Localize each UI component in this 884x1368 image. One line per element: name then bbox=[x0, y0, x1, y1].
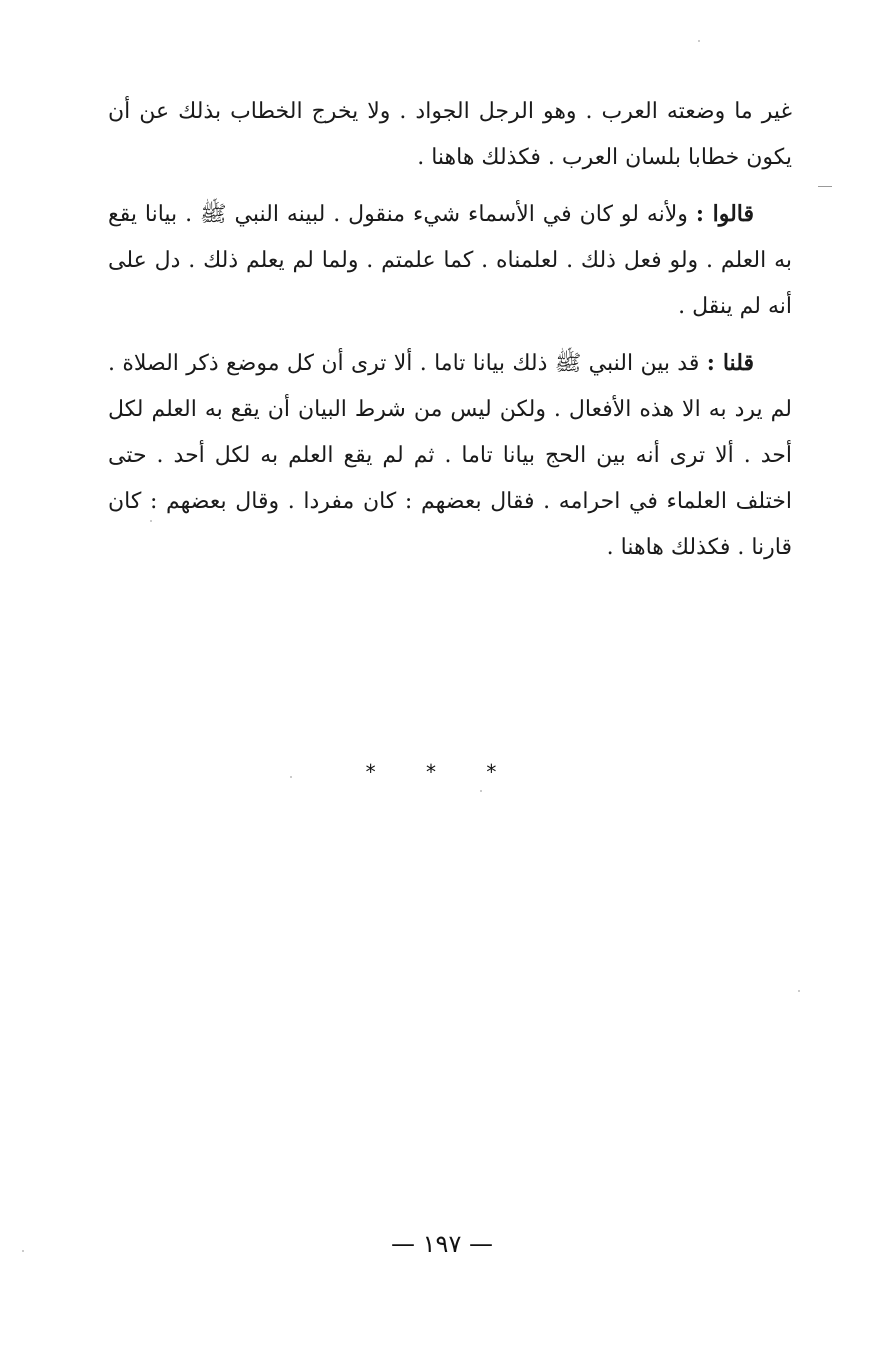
scan-speck bbox=[22, 1250, 24, 1252]
scan-speck bbox=[480, 790, 482, 792]
scan-speck bbox=[698, 40, 700, 42]
paragraph-1-text: غير ما وضعته العرب . وهو الرجل الجواد . ولا يخرج الخطاب بذلك عن أن يكون خطابا بلسان العرب . فكذلك هاهنا . bbox=[108, 99, 792, 170]
margin-mark bbox=[818, 186, 832, 187]
paragraph-2-lead: قالوا : bbox=[695, 201, 754, 227]
page-number: — ١٩٧ — bbox=[391, 1230, 493, 1258]
text-block bbox=[108, 88, 792, 581]
paragraph-3-text: قد بين النبي ﷺ ذلك بيانا تاما . ألا ترى أن كل موضع ذكر الصلاة . لم يرد به الا هذه الأفعال . ولكن ليس من شرط البيان أن يقع به العلم لكل أحد . ألا ترى أنه بين الحج بيانا تاما . ثم لم يقع العلم به لكل أحد . حتى اختلف العلماء في احرامه . فقال بعضهم : كان مفردا . وقال بعضهم : كان قارنا . فكذلك هاهنا . bbox=[108, 351, 792, 560]
section-separator: * * * bbox=[365, 760, 519, 784]
paragraph-1 bbox=[108, 88, 792, 181]
scan-speck bbox=[150, 520, 152, 522]
paragraph-2-text: ولأنه لو كان في الأسماء شيء منقول . لبينه النبي ﷺ . بيانا يقع به العلم . ولو فعل ذلك . لعلمناه . كما علمتم . ولما لم يعلم ذلك . دل على أنه لم ينقل . bbox=[108, 202, 792, 319]
paragraph-2 bbox=[108, 191, 792, 330]
paragraph-3 bbox=[108, 340, 792, 571]
scan-speck bbox=[290, 776, 292, 778]
scan-speck bbox=[798, 990, 800, 992]
paragraph-3-lead: قلنا : bbox=[706, 350, 754, 376]
